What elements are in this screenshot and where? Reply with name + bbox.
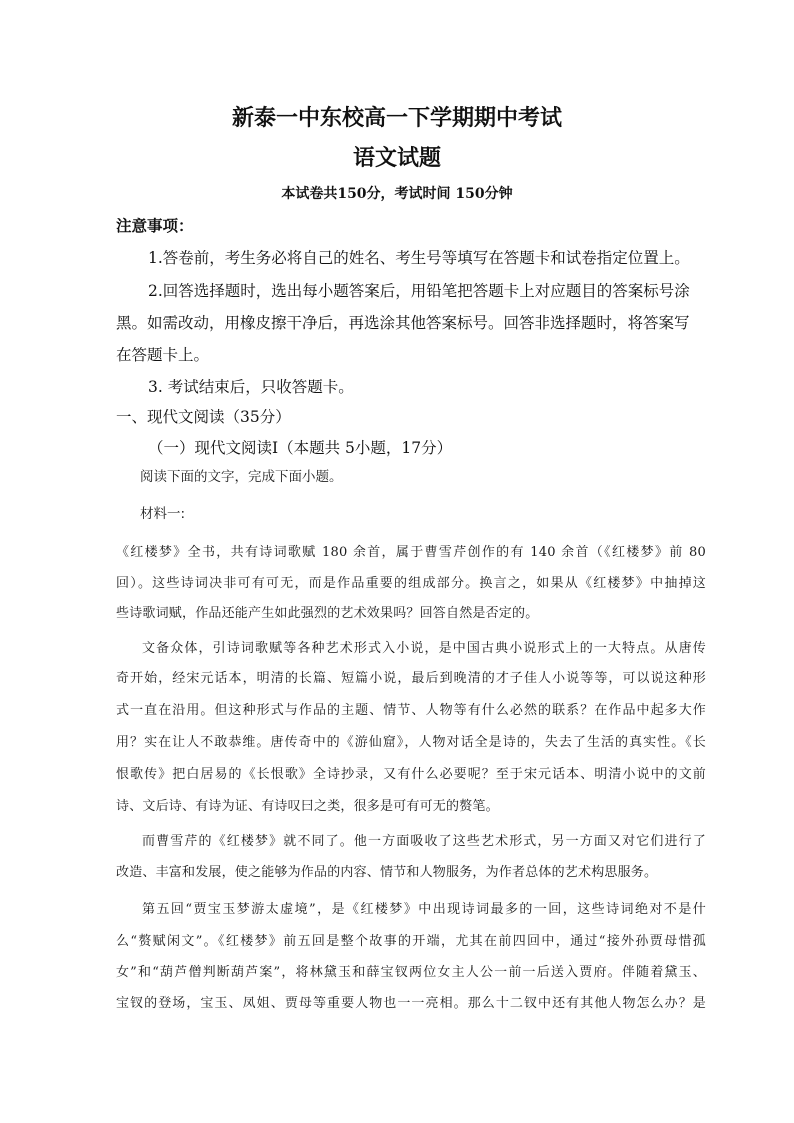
passage-line: 么“赘赋闲文”。《红楼梦》前五回是整个故事的开端，尤其在前四回中，通过“接外孙贾母惜孤: [116, 934, 706, 949]
passage-line: 《红楼梦》全书，共有诗词歌赋 180 余首，属于曹雪芹创作的有 140 余首（《红楼梦》前 80: [116, 545, 706, 560]
material-label: 材料一:: [140, 506, 186, 522]
note-item-2-line-1: 2.回答选择题时，选出每小题答案后，用铅笔把答题卡上对应题目的答案标号涂: [148, 282, 690, 300]
passage-line: 回）。这些诗词决非可有可无，而是作品重要的组成部分。换言之，如果从《红楼梦》中抽掉这: [116, 576, 706, 591]
note-item-2-line-2: 黑。如需改动，用橡皮擦干净后，再选涂其他答案标号。回答非选择题时，将答案写: [116, 314, 690, 332]
passage-line: 些诗歌词赋，作品还能产生如此强烈的艺术效果吗？回答自然是否定的。: [116, 606, 539, 621]
passage-line: 第五回“贾宝玉梦游太虚境”，是《红楼梦》中出现诗词最多的一回，这些诗词绝对不是什: [142, 902, 706, 917]
passage-line: 诗、文后诗、有诗为证、有诗叹曰之类，很多是可有可无的赘笔。: [116, 799, 499, 814]
passage-line: 恨歌传》把白居易的《长恨歌》全诗抄录，又有什么必要呢？至于宋元话本、明清小说中的文前: [116, 767, 706, 782]
passage-line: 宝钗的登场，宝玉、凤姐、贾母等重要人物也一一亮相。那么十二钗中还有其他人物怎么办？是: [116, 996, 706, 1011]
note-item-2-line-3: 在答题卡上。: [116, 346, 210, 364]
reading-instruction: 阅读下面的文字，完成下面小题。: [140, 469, 343, 485]
exam-title: 新泰一中东校高一下学期期中考试: [231, 105, 562, 131]
passage-line: 文备众体，引诗词歌赋等各种艺术形式入小说，是中国古典小说形式上的一大特点。从唐传: [142, 641, 706, 656]
passage-line: 奇开始，经宋元话本，明清的长篇、短篇小说，最后到晚清的才子佳人小说等等，可以说这种形: [116, 671, 706, 686]
subject-title: 语文试题: [352, 145, 441, 171]
exam-info: 本试卷共150分，考试时间 150分钟: [281, 186, 513, 202]
note-item-3: 3. 考试结束后，只收答题卡。: [148, 378, 354, 396]
passage-line: 女”和“葫芦僧判断葫芦案”，将林黛玉和薛宝钗两位女主人公一前一后送入贾府。伴随着黛玉、: [116, 965, 706, 980]
passage-line: 而曹雪芹的《红楼梦》就不同了。他一方面吸收了这些艺术形式，另一方面又对它们进行了: [142, 834, 706, 849]
section-1-heading: 一、现代文阅读（35分）: [116, 408, 291, 426]
subsection-1-heading: （一）现代文阅读Ⅰ（本题共 5小题，17分）: [148, 439, 453, 457]
note-item-1: 1.答卷前，考生务必将自己的姓名、考生号等填写在答题卡和试卷指定位置上。: [148, 249, 690, 267]
passage-line: 改造、丰富和发展，使之能够为作品的内容、情节和人物服务，为作者总体的艺术构思服务。: [116, 865, 658, 880]
notes-heading: 注意事项：: [116, 216, 194, 235]
passage-line: 用？实在让人不敢恭维。唐传奇中的《游仙窟》，人物对话全是诗的，失去了生活的真实性。《长: [116, 735, 706, 750]
passage-line: 式一直在沿用。但这种形式与作品的主题、情节、人物等有什么必然的联系？在作品中起多大作: [116, 703, 706, 718]
